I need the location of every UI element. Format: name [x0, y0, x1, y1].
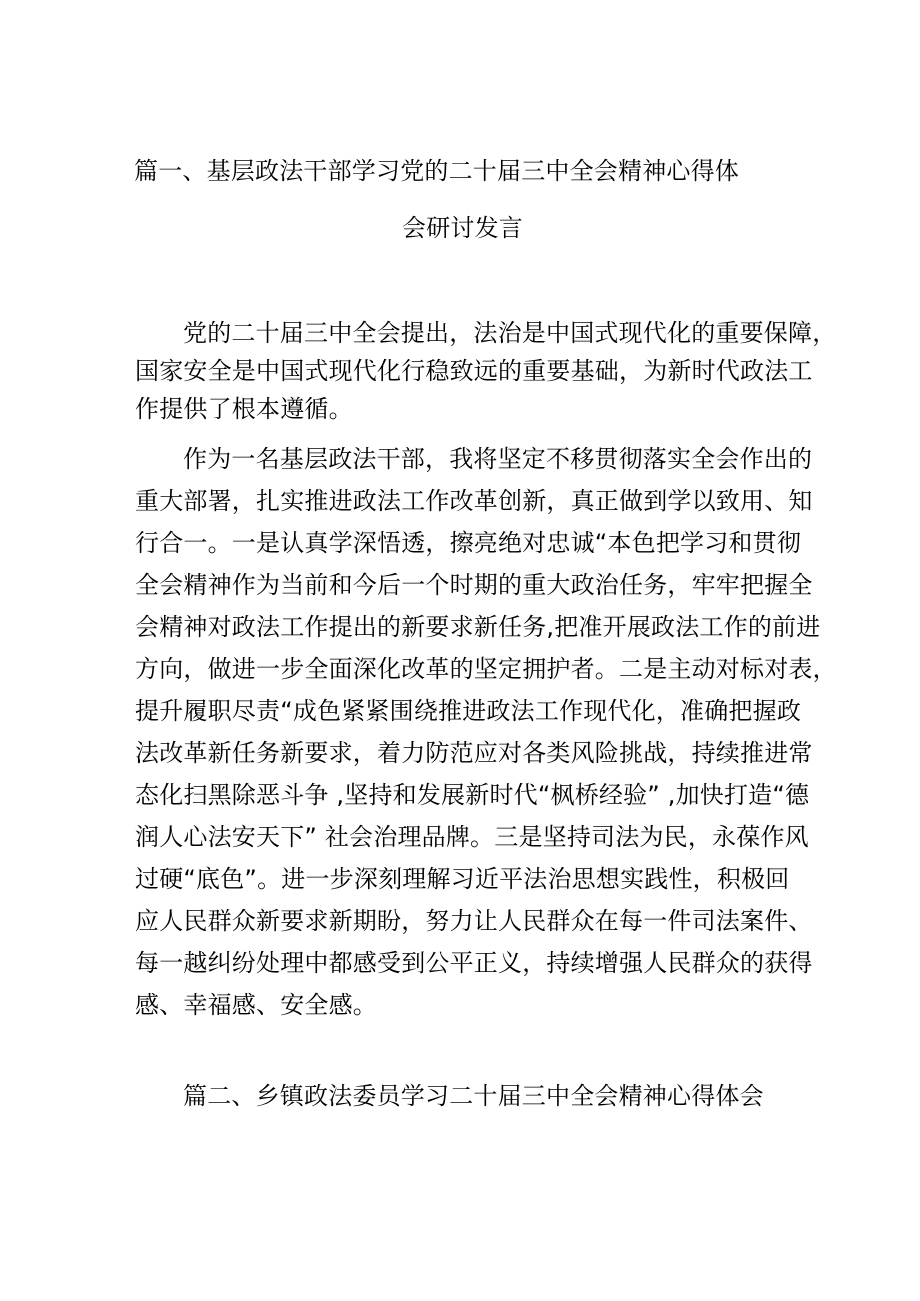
paragraph-line: 党的二十届三中全会提出，法治是中国式现代化的重要保障，: [183, 319, 837, 347]
paragraph-line: 方向，做进一步全面深化改革的坚定拥护者。二是主动对标对表，: [135, 655, 837, 683]
paragraph-line: 重大部署，扎实推进政法工作改革创新，真正做到学以致用、知: [135, 487, 813, 515]
paragraph-line: 每一越纠纷处理中都感受到公平正义，持续增强人民群众的获得: [135, 949, 813, 977]
paragraph-line: 作提供了根本遵循。: [135, 395, 353, 423]
document-title-line-1: 篇一、基层政法干部学习党的二十届三中全会精神心得体: [134, 157, 739, 185]
paragraph-line: 法改革新任务新要求，着力防范应对各类风险挑战，持续推进常: [135, 739, 813, 767]
document-title-line-2: 会研讨发言: [402, 214, 523, 242]
paragraph-line: 国家安全是中国式现代化行稳致远的重要基础，为新时代政法工: [135, 357, 813, 385]
paragraph-line: 态化扫黑除恶斗争 ,坚持和发展新时代“枫桥经验” ,加快打造“德: [135, 781, 810, 809]
paragraph-line: 感、幸福感、安全感。: [135, 991, 377, 1019]
paragraph-line: 全会精神作为当前和今后一个时期的重大政治任务，牢牢把握全: [135, 571, 813, 599]
paragraph-line: 过硬“底色”。进一步深刻理解习近平法治思想实践性，积极回: [135, 865, 790, 893]
paragraph-line: 润人心法安天下” 社会治理品牌。三是坚持司法为民，永葆作风: [135, 823, 809, 851]
section-2-title: 篇二、乡镇政法委员学习二十届三中全会精神心得体会: [183, 1082, 764, 1110]
paragraph-line: 作为一名基层政法干部，我将坚定不移贯彻落实全会作出的: [183, 445, 813, 473]
paragraph-line: 会精神对政法工作提出的新要求新任务,把准开展政法工作的前进: [135, 613, 821, 641]
paragraph-line: 行合一。一是认真学深悟透，擦亮绝对忠诚“本色把学习和贯彻: [135, 529, 802, 557]
paragraph-line: 应人民群众新要求新期盼，努力让人民群众在每一件司法案件、: [135, 907, 813, 935]
paragraph-line: 提升履职尽责“成色紧紧围绕推进政法工作现代化，准确把握政: [135, 697, 802, 725]
